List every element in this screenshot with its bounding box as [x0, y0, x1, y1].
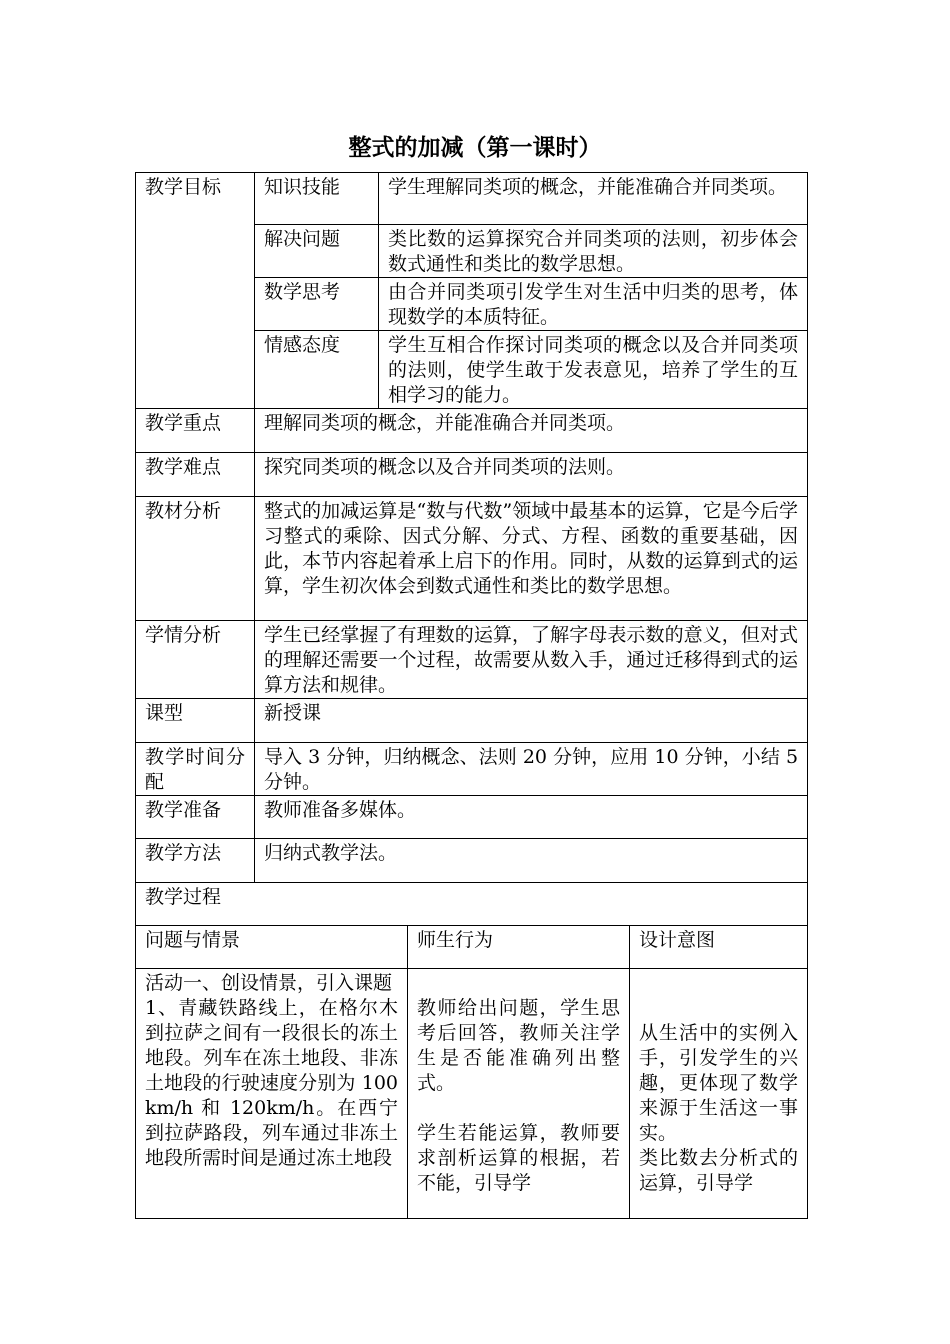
row-text: 教师准备多媒体。 — [255, 796, 808, 839]
row-text: 学生已经掌握了有理数的运算，了解字母表示数的意义，但对式的理解还需要一个过程，故需要从数入手，通过迁移得到式的运算方法和规律。 — [255, 621, 808, 699]
process-header: 设计意图 — [630, 926, 808, 969]
row-label: 教学难点 — [136, 453, 255, 497]
page-title: 整式的加减（第一课时） — [348, 135, 602, 161]
process-header: 师生行为 — [408, 926, 630, 969]
row-label: 教学方法 — [136, 839, 255, 883]
objective-name: 知识技能 — [255, 173, 379, 225]
objective-name: 解决问题 — [255, 225, 379, 278]
process-label: 教学过程 — [136, 883, 808, 926]
objective-name: 数学思考 — [255, 278, 379, 331]
row-text: 理解同类项的概念，并能准确合并同类项。 — [255, 409, 808, 453]
activity-title: 活动一、创设情景，引入课题 — [145, 972, 393, 994]
objectives-label: 教学目标 — [136, 173, 255, 409]
objective-text: 学生互相合作探讨同类项的概念以及合并同类项的法则，使学生敢于发表意见，培养了学生的互相学习的能力。 — [379, 331, 808, 409]
intent-text: 从生活中的实例入手，引发学生的兴趣，更体现了数学来源于生活这一事实。 — [639, 1022, 799, 1144]
row-text: 探究同类项的概念以及合并同类项的法则。 — [255, 453, 808, 497]
problem-text: 1、青藏铁路线上，在格尔木到拉萨之间有一段很长的冻土地段。列车在冻土地段、非冻土地段的行驶速度分别为 100km/h 和 120km/h。在西宁到拉萨路段，列车通过非冻土地段所需时间是通过冻土地段 — [145, 997, 398, 1169]
behavior-text: 学生若能运算，教师要求剖析运算的根据，若不能，引导学 — [417, 1122, 620, 1194]
process-header: 问题与情景 — [136, 926, 408, 969]
objective-name: 情感态度 — [255, 331, 379, 409]
row-text: 导入 3 分钟，归纳概念、法则 20 分钟，应用 10 分钟，小结 5 分钟。 — [255, 743, 808, 796]
row-text: 整式的加减运算是“数与代数”领域中最基本的运算，它是今后学习整式的乘除、因式分解、分式、方程、函数的重要基础，因此，本节内容起着承上启下的作用。同时，从数的运算到式的运算，学生初次体会到数式通性和类比的数学思想。 — [255, 497, 808, 621]
behavior-cell — [408, 969, 630, 1219]
objective-text: 由合并同类项引发学生对生活中归类的思考，体现数学的本质特征。 — [379, 278, 808, 331]
row-text: 新授课 — [255, 699, 808, 743]
row-label: 教学准备 — [136, 796, 255, 839]
row-label: 教学时间分配 — [136, 743, 255, 796]
row-label: 课型 — [136, 699, 255, 743]
problem-cell — [136, 969, 408, 1219]
behavior-text: 教师给出问题，学生思考后回答，教师关注学生是否能准确列出整式。 — [417, 997, 620, 1094]
intent-text: 类比数去分析式的运算，引导学 — [639, 1147, 799, 1194]
intent-cell — [630, 969, 808, 1219]
objective-text: 类比数的运算探究合并同类项的法则，初步体会数式通性和类比的数学思想。 — [379, 225, 808, 278]
row-label: 教材分析 — [136, 497, 255, 621]
row-text: 归纳式教学法。 — [255, 839, 808, 883]
objective-text: 学生理解同类项的概念，并能准确合并同类项。 — [379, 173, 808, 225]
row-label: 学情分析 — [136, 621, 255, 699]
row-label: 教学重点 — [136, 409, 255, 453]
lesson-plan-table — [135, 172, 808, 1219]
